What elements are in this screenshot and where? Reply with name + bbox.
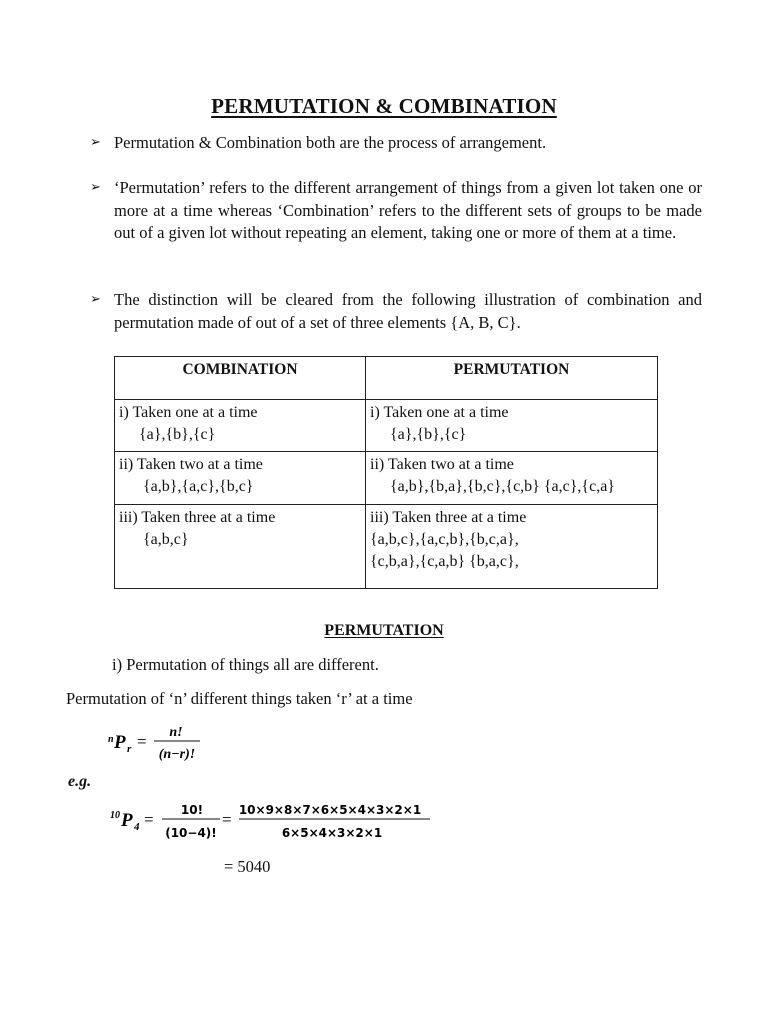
example-num1: 10! [180, 803, 204, 817]
table-cell [115, 505, 366, 589]
page-title: PERMUTATION & COMBINATION [211, 94, 557, 118]
cell-heading: iii) Taken three at a time [370, 509, 527, 526]
cell-values: {c,b,a},{c,a,b} {b,a,c}, [370, 553, 519, 570]
bullet-text: The distinction will be cleared from the following illustration of combination and permutation made of out of a set of three elements {A, B, C}. [114, 290, 702, 332]
arrowhead-bullet-icon: ➢ [90, 135, 101, 150]
example-calculation [110, 798, 440, 846]
table-header-row [115, 357, 658, 400]
cell-heading: iii) Taken three at a time [119, 509, 276, 526]
section-definition: Permutation of ‘n’ different things taken ‘r’ at a time [66, 689, 413, 708]
svg-text:=: = [144, 810, 154, 829]
cell-values: {a},{b},{c} [390, 426, 467, 443]
comparison-table [114, 356, 658, 589]
table-cell [366, 505, 658, 589]
formula-numerator: n! [169, 725, 183, 740]
bullet-item-2 [90, 177, 702, 245]
formula-symbol: P [114, 732, 126, 753]
arrowhead-bullet-icon: ➢ [90, 292, 101, 307]
section-item: i) Permutation of things all are different. [112, 655, 379, 674]
example-sup: 10 [110, 810, 120, 821]
example-label: e.g. [68, 773, 92, 790]
bullet-item-3 [90, 289, 702, 334]
cell-values: {a},{b},{c} [139, 426, 216, 443]
formula-sub: r [127, 743, 132, 755]
example-result: = 5040 [224, 857, 271, 876]
cell-values: {a,b,c},{a,c,b},{b,c,a}, [370, 531, 519, 548]
table-cell [115, 452, 366, 505]
formula-denominator: (n−r)! [158, 747, 196, 762]
permutation-formula [108, 722, 248, 766]
cell-values: {a,b},{a,c},{b,c} [143, 478, 254, 495]
table-cell [366, 452, 658, 505]
cell-values: {a,b,c} [143, 531, 189, 548]
cell-heading: ii) Taken two at a time [119, 456, 263, 473]
example-sub: 4 [134, 821, 140, 833]
bullet-text: ‘Permutation’ refers to the different arrangement of things from a given lot taken one or more at a time whereas ‘Combination’ refers to the different sets of groups to be made out of a given lot without repeating an element, taking one or more of them at a time. [114, 178, 702, 243]
table-row [115, 452, 658, 505]
table-row [115, 505, 658, 589]
example-num2: 10×9×8×7×6×5×4×3×2×1 [238, 803, 422, 817]
cell-heading: i) Taken one at a time [119, 404, 258, 421]
arrowhead-bullet-icon: ➢ [90, 180, 101, 195]
cell-heading: i) Taken one at a time [370, 404, 509, 421]
bullet-text: Permutation & Combination both are the process of arrangement. [114, 133, 547, 152]
svg-text:=: = [222, 810, 232, 829]
table-cell [366, 400, 658, 452]
cell-values: {a,b},{b,a},{b,c},{c,b} {a,c},{c,a} [390, 478, 615, 495]
section-title: PERMUTATION [324, 622, 444, 639]
svg-text:=: = [137, 732, 147, 751]
example-symbol: P [121, 810, 133, 831]
example-den1: (10−4)! [165, 826, 217, 840]
header-permutation: PERMUTATION [366, 357, 658, 400]
table-cell [115, 400, 366, 452]
bullet-item-1 [90, 132, 702, 155]
table-row [115, 400, 658, 452]
cell-heading: ii) Taken two at a time [370, 456, 514, 473]
formula-sup: n [108, 734, 114, 745]
example-den2: 6×5×4×3×2×1 [281, 826, 383, 840]
header-combination: COMBINATION [115, 357, 366, 400]
